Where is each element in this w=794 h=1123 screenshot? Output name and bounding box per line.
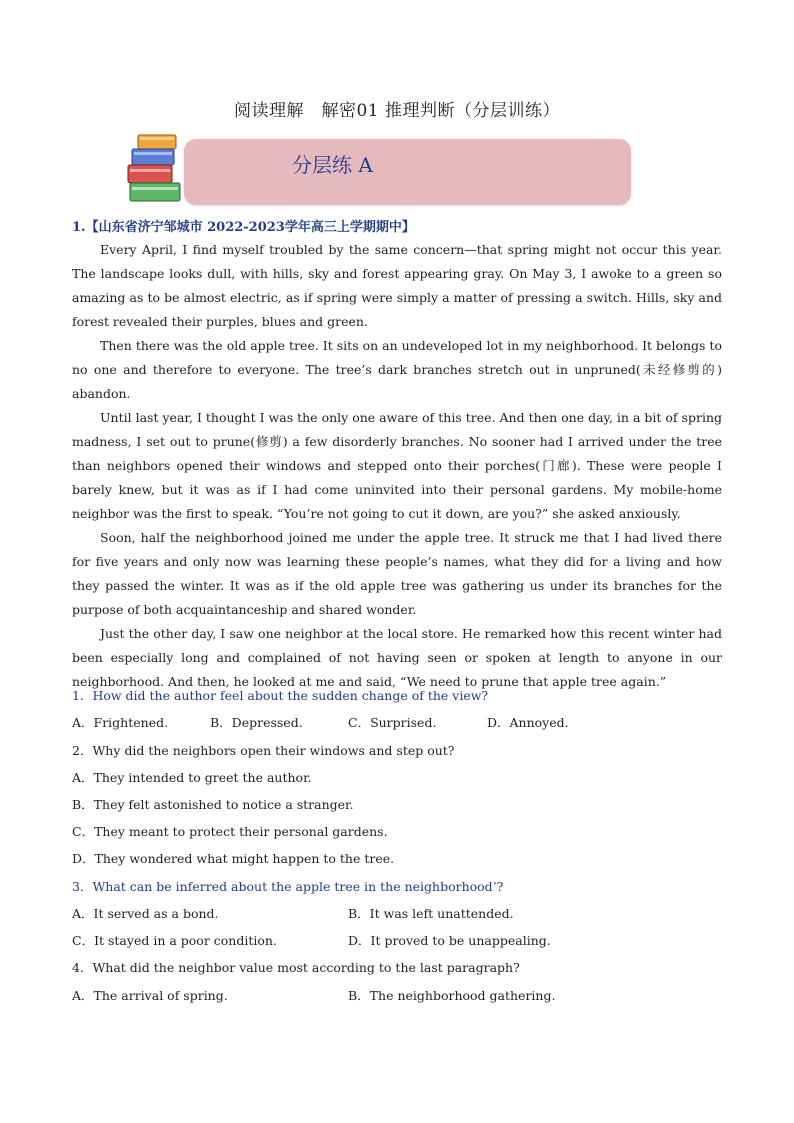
q1-option-a: A．Frightened. — [72, 715, 169, 730]
question-4-stem: 4．What did the neighbor value most according to the last paragraph? — [72, 960, 520, 975]
q3-option-c: C．It stayed in a poor condition. — [72, 933, 277, 948]
passage-paragraph: Every April, I find myself troubled by the same concern—that spring might not occur this year. The landscape looks dull, with hills, sky and forest appearing gray. On May 3, I awoke to a green so amazing as to be almost electric, as if spring were simply a matter of pressing a switch. Hills, sky and forest revealed their purples, blues and green. — [72, 242, 722, 329]
banner-label: 分层练 A — [292, 153, 373, 177]
q2-option-c: C．They meant to protect their personal gardens. — [72, 824, 388, 839]
q3-option-a: A．It served as a bond. — [72, 906, 219, 921]
q1-option-d: D．Annoyed. — [487, 715, 569, 730]
q1-option-b: B．Depressed. — [210, 715, 303, 730]
q1-option-c: C．Surprised. — [348, 715, 437, 730]
q3-option-b: B．It was left unattended. — [348, 906, 514, 921]
reading-passage — [72, 238, 722, 694]
section-banner — [184, 139, 631, 205]
books-icon — [124, 133, 186, 205]
question-source: 1.【山东省济宁邹城市 2022-2023学年高三上学期期中】 — [72, 220, 415, 235]
q2-option-b: B．They felt astonished to notice a stranger. — [72, 797, 354, 812]
passage-paragraph: Then there was the old apple tree. It sits on an undeveloped lot in my neighborhood. It belongs to no one and therefore to everyone. The tree’s dark branches stretch out in unpruned(未经修剪的) abandon. — [72, 338, 722, 401]
question-1-stem: 1．How did the author feel about the sudden change of the view? — [72, 688, 489, 703]
q4-option-b: B．The neighborhood gathering. — [348, 988, 556, 1003]
passage-paragraph: Just the other day, I saw one neighbor at the local store. He remarked how this recent winter had been especially long and complained of not having seen or spoken at length to anyone in our neighborhood. And then, he looked at me and said, “We need to prune that apple tree again.” — [72, 626, 722, 689]
question-2-stem: 2．Why did the neighbors open their windows and step out? — [72, 743, 455, 758]
q2-option-d: D．They wondered what might happen to the tree. — [72, 851, 395, 866]
passage-paragraph: Until last year, I thought I was the only one aware of this tree. And then one day, in a bit of spring madness, I set out to prune(修剪) a few disorderly branches. No sooner had I arrived under the tree than neighbors opened their windows and stepped onto their porches(门廊). These were people I barely knew, but it was as if I had come uninvited into their personal gardens. My mobile-home neighbor was the first to speak. “You’re not going to cut it down, are you?” she asked anxiously. — [72, 410, 722, 521]
page-title: 阅读理解 解密01 推理判断（分层训练） — [233, 101, 561, 121]
question-3-stem: 3．What can be inferred about the apple tree in the neighborhood’? — [72, 879, 504, 894]
q4-option-a: A．The arrival of spring. — [72, 988, 228, 1003]
passage-paragraph: Soon, half the neighborhood joined me under the apple tree. It struck me that I had lived there for five years and only now was learning these people’s names, what they did for a living and how they passed the winter. It was as if the old apple tree was gathering us under its branches for the purpose of both acquaintanceship and shared wonder. — [72, 530, 722, 617]
q3-option-d: D．It proved to be unappealing. — [348, 933, 551, 948]
q2-option-a: A．They intended to greet the author. — [72, 770, 312, 785]
